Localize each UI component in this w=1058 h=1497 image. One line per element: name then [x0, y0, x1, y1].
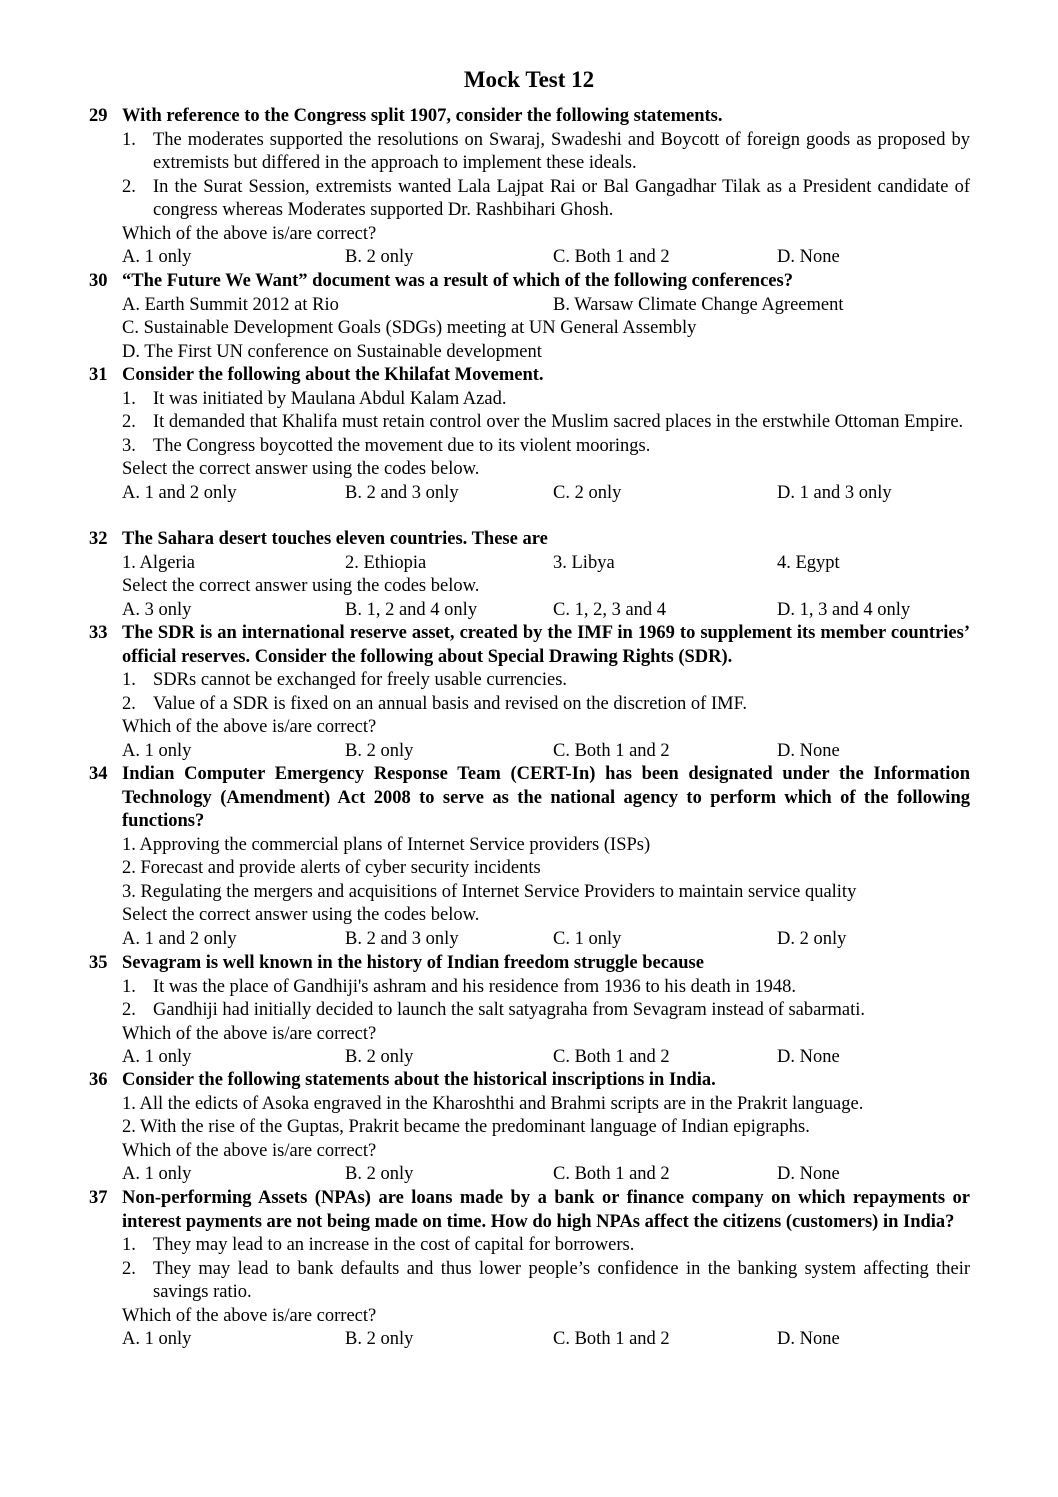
statement [122, 176, 970, 223]
question-36 [0, 1069, 1058, 1187]
statement: 2. Forecast and provide alerts of cyber security incidents [122, 858, 541, 878]
statement-text: It demanded that Khalifa must retain control over the Muslim sacred places in the erstwhile Ottoman Empire. [153, 412, 964, 432]
statement-number: 1. [122, 670, 136, 690]
statement-number: 1. [122, 976, 136, 997]
statement [122, 388, 970, 412]
statement [122, 693, 970, 717]
option-d: D. 2 only [777, 928, 847, 949]
option-c: C. Both 1 and 2 [553, 247, 670, 267]
option-b: B. 2 and 3 only [345, 482, 459, 503]
statement-number: 3. [122, 435, 136, 456]
statement-text: They may lead to an increase in the cost of capital for borrowers. [153, 1235, 635, 1255]
option-c: C. Sustainable Development Goals (SDGs) meeting at UN General Assembly [122, 318, 697, 338]
question-prompt: Which of the above is/are correct? [122, 1023, 377, 1044]
statement-text: It was initiated by Maulana Abdul Kalam Azad. [153, 388, 507, 409]
question-prompt: Select the correct answer using the codes below. [122, 459, 480, 479]
country-item: 1. Algeria [122, 552, 195, 573]
question-prompt: Select the correct answer using the codes below. [122, 905, 480, 925]
option-b: B. 2 only [345, 1329, 414, 1349]
question-text: “The Future We Want” document was a result of which of the following conferences? [122, 271, 793, 291]
statement [122, 976, 970, 1000]
answer-options [0, 482, 1058, 506]
statement [122, 411, 970, 435]
answer-options [0, 1046, 1058, 1070]
option-d: D. None [777, 740, 840, 761]
question-number: 34 [89, 764, 108, 784]
option-b: B. 1, 2 and 4 only [345, 599, 478, 620]
statement-number: 1. [122, 388, 136, 409]
statement-text: SDRs cannot be exchanged for freely usable currencies. [153, 670, 568, 690]
option-d: D. 1 and 3 only [777, 482, 892, 503]
question-number: 30 [89, 271, 108, 291]
question-text: Indian Computer Emergency Response Team (CERT-In) has been designated under the Information Technology (Amendment) Act 2008 to serve as the national agency to perform which of the following functions? [122, 764, 970, 831]
answer-options [0, 1163, 1058, 1187]
option-c: C. Both 1 and 2 [553, 740, 670, 761]
option-b: B. 2 only [345, 247, 414, 267]
question-prompt: Which of the above is/are correct? [122, 1140, 377, 1161]
answer-options [0, 246, 1058, 270]
question-text: The SDR is an international reserve asset, created by the IMF in 1969 to supplement its member countries’ official reserves. Consider the following about Special Drawing Rights (SDR). [122, 623, 970, 667]
statement [122, 129, 970, 176]
question-34 [0, 763, 1058, 951]
statement [122, 1258, 970, 1305]
question-text: With reference to the Congress split 1907, consider the following statements. [122, 106, 723, 126]
question-text: Sevagram is well known in the history of Indian freedom struggle because [122, 953, 704, 973]
answer-options [0, 599, 1058, 623]
question-prompt: Select the correct answer using the codes below. [122, 576, 480, 596]
question-number: 36 [89, 1070, 108, 1090]
statement-number: 2. [122, 176, 136, 197]
option-b: B. 2 only [345, 1047, 414, 1067]
question-29 [0, 105, 1058, 270]
statement [122, 1234, 970, 1258]
option-b: B. 2 only [345, 1164, 414, 1184]
option-a: A. 1 only [122, 740, 192, 761]
statement-number: 2. [122, 1000, 136, 1020]
country-item: 3. Libya [553, 552, 615, 573]
statement-text: They may lead to bank defaults and thus lower people’s confidence in the banking system affecting their savings ratio. [153, 1258, 970, 1302]
question-text: Consider the following statements about the historical inscriptions in India. [122, 1070, 716, 1090]
option-d: D. 1, 3 and 4 only [777, 599, 911, 620]
option-d: D. None [777, 1164, 840, 1184]
option-c: C. Both 1 and 2 [553, 1047, 670, 1067]
option-c: C. 2 only [553, 482, 622, 503]
country-list [0, 552, 1058, 576]
option-c: C. 1, 2, 3 and 4 [553, 599, 667, 620]
country-item: 4. Egypt [777, 552, 840, 573]
option-a: A. Earth Summit 2012 at Rio [122, 294, 339, 315]
statement-text: In the Surat Session, extremists wanted Lala Lajpat Rai or Bal Gangadhar Tilak as a President candidate of congress whereas Moderates supported Dr. Rashbihari Ghosh. [153, 176, 970, 220]
statement: 1. Approving the commercial plans of Internet Service providers (ISPs) [122, 834, 651, 855]
answer-options [0, 740, 1058, 764]
page-title: Mock Test 12 [463, 67, 595, 92]
statement-number: 1. [122, 129, 136, 150]
statement [122, 999, 970, 1023]
question-prompt: Which of the above is/are correct? [122, 1305, 377, 1326]
question-35 [0, 952, 1058, 1070]
option-b: B. 2 only [345, 740, 414, 761]
option-d: D. The First UN conference on Sustainable development [122, 341, 542, 362]
option-b: B. 2 and 3 only [345, 928, 459, 949]
option-d: D. None [777, 247, 840, 267]
option-b: B. Warsaw Climate Change Agreement [553, 294, 844, 315]
statement-text: The moderates supported the resolutions on Swaraj, Swadeshi and Boycott of foreign goods as proposed by extremists but differed in the approach to implement these ideals. [153, 129, 970, 173]
question-32 [0, 528, 1058, 622]
question-prompt: Which of the above is/are correct? [122, 717, 377, 737]
question-33 [0, 622, 1058, 763]
question-number: 32 [89, 529, 108, 549]
option-c: C. 1 only [553, 928, 622, 949]
statement-number: 2. [122, 1258, 136, 1279]
option-a: A. 1 only [122, 1047, 192, 1067]
statement-text: The Congress boycotted the movement due to its violent moorings. [153, 435, 651, 456]
option-a: A. 1 and 2 only [122, 928, 237, 949]
question-number: 37 [89, 1188, 108, 1208]
statement: 1. All the edicts of Asoka engraved in the Kharoshthi and Brahmi scripts are in the Prakrit language. [122, 1093, 864, 1114]
option-a: A. 1 and 2 only [122, 482, 237, 503]
statement-number: 2. [122, 693, 136, 714]
answer-options [0, 928, 1058, 952]
option-a: A. 3 only [122, 599, 192, 620]
option-c: C. Both 1 and 2 [553, 1329, 670, 1349]
question-number: 33 [89, 623, 108, 643]
option-d: D. None [777, 1329, 840, 1349]
question-text: The Sahara desert touches eleven countries. These are [122, 529, 548, 549]
country-item: 2. Ethiopia [345, 552, 427, 573]
option-d: D. None [777, 1047, 840, 1067]
statement [122, 435, 970, 459]
statement-text: Gandhiji had initially decided to launch the salt satyagraha from Sevagram instead of sabarmati. [153, 1000, 866, 1020]
question-37 [0, 1187, 1058, 1352]
statement-number: 2. [122, 412, 136, 432]
question-number: 35 [89, 953, 108, 973]
option-c: C. Both 1 and 2 [553, 1164, 670, 1184]
statement: 3. Regulating the mergers and acquisitions of Internet Service Providers to maintain service quality [122, 881, 857, 902]
statement [122, 669, 970, 693]
statement: 2. With the rise of the Guptas, Prakrit became the predominant language of Indian epigraphs. [122, 1117, 810, 1137]
statement-number: 1. [122, 1235, 136, 1255]
option-a: A. 1 only [122, 247, 192, 267]
question-text: Consider the following about the Khilafat Movement. [122, 365, 544, 385]
question-31 [0, 364, 1058, 505]
question-prompt: Which of the above is/are correct? [122, 223, 377, 244]
question-text: Non-performing Assets (NPAs) are loans made by a bank or finance company on which repayments or interest payments are not being made on time. How do high NPAs affect the citizens (customers) in India? [122, 1188, 970, 1232]
statement-text: It was the place of Gandhiji's ashram and his residence from 1936 to his death in 1948. [153, 976, 796, 997]
option-a: A. 1 only [122, 1329, 192, 1349]
question-30 [0, 270, 1058, 364]
option-a: A. 1 only [122, 1164, 192, 1184]
answer-options [0, 1328, 1058, 1352]
statement-text: Value of a SDR is fixed on an annual basis and revised on the discretion of IMF. [153, 693, 747, 714]
question-number: 29 [89, 106, 108, 126]
answer-options [0, 294, 1058, 318]
question-number: 31 [89, 365, 108, 385]
